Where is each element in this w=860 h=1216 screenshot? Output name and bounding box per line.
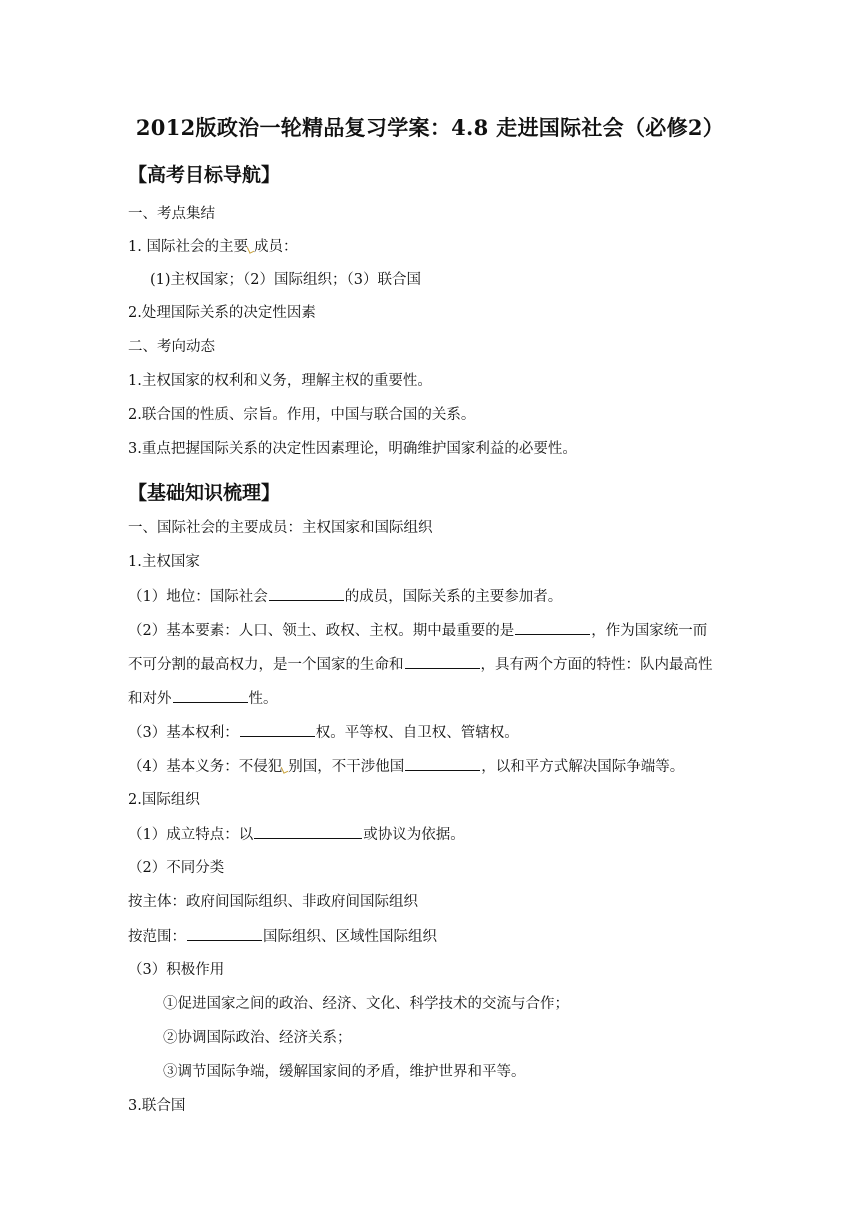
text-fragment: 的成员，国际关系的主要参加者。 xyxy=(344,589,563,605)
fill-in-blank xyxy=(187,926,262,941)
text-fragment: 性。 xyxy=(248,691,278,707)
text-fragment: 国际组织、区域性国际组织 xyxy=(263,929,437,945)
sovereign-elements-line3 xyxy=(128,688,278,709)
text-fragment: （2）基本要素：人口、领土、政权、主权。期中最重要的是 xyxy=(128,623,515,639)
text-fragment: ，具有两个方面的特性：队内最高性 xyxy=(480,657,713,673)
org-role-3: ③调节国际争端，缓解国家间的矛盾，维护世界和平等。 xyxy=(163,1064,526,1080)
fill-in-blank xyxy=(405,756,480,771)
text-fragment: 权。平等权、自卫权、管辖权。 xyxy=(315,725,519,741)
trend-1: 1.主权国家的权利和义务，理解主权的重要性。 xyxy=(128,373,432,389)
sovereign-status xyxy=(128,586,562,607)
text-fragment: （3）基本权利： xyxy=(128,725,239,741)
trend-2: 2.联合国的性质、宗旨。作用，中国与联合国的关系。 xyxy=(128,407,476,423)
org-positive-role: （3）积极作用 xyxy=(128,962,225,978)
item-2: 2.处理国际关系的决定性因素 xyxy=(128,305,316,321)
sovereign-duties xyxy=(128,756,684,777)
text-fragment: 按范围： xyxy=(128,929,186,945)
fill-in-blank xyxy=(515,620,590,635)
text-fragment: （4）基本义务：不侵犯 xyxy=(128,759,283,775)
fill-in-blank xyxy=(173,688,248,703)
text-fragment: ，以和平方式解决国际争端等。 xyxy=(481,759,685,775)
item-1-label: 1. 国际社会的主要 xyxy=(128,239,248,255)
text-fragment: 和对外 xyxy=(128,691,172,707)
item-1 xyxy=(128,237,297,257)
section-heading-exam-goals: 【高考目标导航】 xyxy=(128,164,281,186)
sovereign-rights xyxy=(128,722,519,743)
part-1-title: 一、国际社会的主要成员：主权国家和国际组织 xyxy=(128,520,433,536)
text-fragment: ，作为国家统一而 xyxy=(591,623,708,639)
fill-in-blank xyxy=(240,722,315,737)
org-role-2: ②协调国际政治、经济关系； xyxy=(163,1030,352,1046)
sovereign-elements-line1 xyxy=(128,620,707,641)
text-fragment: （1）成立特点：以 xyxy=(128,827,254,843)
sovereign-state-title: 1.主权国家 xyxy=(128,554,200,570)
document-title: 2012版政治一轮精品复习学案：4.8 走进国际社会（必修2） xyxy=(135,115,725,140)
item-1-tail: 成员： xyxy=(253,239,298,255)
item-1-sub: (1)主权国家；（2）国际组织；（3）联合国 xyxy=(150,272,421,288)
org-role-1: ①促进国家之间的政治、经济、文化、科学技术的交流与合作； xyxy=(163,996,569,1012)
text-fragment: （1）地位：国际社会 xyxy=(128,589,268,605)
fill-in-blank xyxy=(269,586,344,601)
org-by-subject: 按主体：政府间国际组织、非政府间国际组织 xyxy=(128,894,418,910)
trend-3: 3.重点把握国际关系的决定性因素理论，明确维护国家利益的必要性。 xyxy=(128,441,577,457)
org-establishment xyxy=(128,824,465,845)
un-title: 3.联合国 xyxy=(128,1098,186,1114)
org-classification: （2）不同分类 xyxy=(128,860,225,876)
kaodian-label: 一、考点集结 xyxy=(128,206,215,222)
text-fragment: 或协议为依据。 xyxy=(363,827,465,843)
fill-in-blank xyxy=(405,654,480,669)
section-heading-basics: 【基础知识梳理】 xyxy=(128,482,281,504)
kaoxiang-label: 二、考向动态 xyxy=(128,339,215,355)
intl-org-title: 2.国际组织 xyxy=(128,792,200,808)
fill-in-blank xyxy=(254,824,362,839)
text-fragment: 不可分割的最高权力，是一个国家的生命和 xyxy=(128,657,404,673)
text-fragment: 别国，不干涉他国 xyxy=(288,759,405,775)
sovereign-elements-line2 xyxy=(128,654,713,675)
org-by-range xyxy=(128,926,437,947)
